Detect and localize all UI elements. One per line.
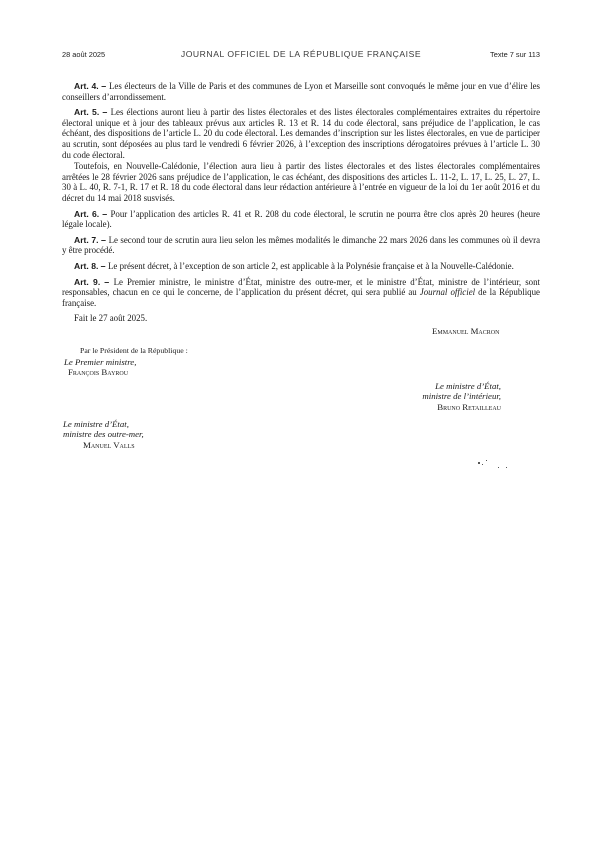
article-text: Toutefois, en Nouvelle-Calédonie, l’élection aura lieu à partir des listes électorales et des listes électorales complémentaires arrêtées le 28 février 2026 sans préjudice de l’application, le cas échéant, des dispositions des articles L. 11-2, L. 17, L. 25, L. 27, L. 30 à L. 40, R. 7-1, R. 17 et R. 18 du code électoral dans leur rédaction antérieure à l’entrée en vigueur de la loi du 1er août 2016 et du décret du 14 mai 2018 susvisés. — [62, 161, 540, 203]
article-9: Art. 9. – Le Premier ministre, le ministre d’État, ministre des outre-mer, et le ministre d’État, ministre de l’intérieur, sont responsables, chacun en ce qui le concerne, de l’application du présent décret, qui sera publié au Journal officiel de la République française. — [62, 276, 541, 308]
interior-title-2: ministre de l’intérieur, — [422, 391, 501, 402]
article-8: Art. 8. – Le présent décret, à l’exception de son article 2, est applicable à la Polynésie française et à la Nouvelle-Calédonie. — [74, 260, 514, 271]
article-text: Le présent décret, à l’exception de son article 2, est applicable à la Polynésie française et à la Nouvelle-Calédonie. — [107, 260, 514, 271]
done-at-line: Fait le 27 août 2025. — [74, 313, 148, 324]
overseas-minister-signature — [63, 419, 163, 450]
pm-name: François Bayrou — [68, 367, 129, 378]
article-text: Les élections auront lieu à partir des listes électorales et des listes électorales complémentaires extraites du répertoire électoral unique et à jour des tableaux prévus aux articles R. 13 et R. 14 du code électoral, sans préjudice de l’application, le cas échéant, des dispositions de l’article L. 20 du code électoral. Les demandes d’inscription sur les listes électorales, en vue de participer au scrutin, sont déposées au plus tard le vendredi 6 février 2026, à l’exception des inscriptions dérogatoires prévues à l’article L. 30 du code électoral. — [62, 107, 541, 160]
article-label: Art. 6. — [74, 208, 100, 219]
journal-officiel-italic: Journal officiel — [419, 287, 476, 298]
interior-name: Bruno Retailleau — [437, 401, 501, 412]
article-text: Pour l’application des articles R. 41 et R. 208 du code électoral, le scrutin ne pourra être clos après 20 heures (heure légale locale). — [62, 208, 540, 230]
article-label: Art. 7. — [74, 234, 99, 245]
interior-title-1: Le ministre d’État, — [435, 381, 501, 391]
publication-date: 28 août 2025 — [62, 50, 106, 59]
overseas-title-1: Le ministre d’État, — [63, 419, 129, 429]
article-label: Art. 4. — [74, 81, 99, 91]
journal-title: JOURNAL OFFICIEL DE LA RÉPUBLIQUE FRANÇAISE — [180, 49, 422, 59]
page-reference: Texte 7 sur 113 — [490, 50, 540, 59]
prime-minister-signature — [64, 357, 136, 378]
interior-minister-signature — [405, 381, 501, 412]
article-5-paragraph-2 — [62, 161, 540, 203]
par-le-president: Par le Président de la République : — [80, 346, 188, 355]
article-6: Art. 6. – Pour l’application des articles R. 41 et R. 208 du code électoral, le scrutin ne pourra être clos après 20 heures (heure légale locale). — [62, 208, 540, 230]
article-text: Le Premier ministre, le ministre d’État, ministre des outre-mer, et le ministre d’État, ministre de l’intérieur, sont responsables, chacun en ce qui le concerne, de l’application du présent décret, qui sera publié au — [62, 276, 541, 298]
article-5: Art. 5. – Les élections auront lieu à partir des listes électorales et des listes électorales complémentaires extraites du répertoire électoral unique et à jour des tableaux prévus aux articles R. 13 et R. 14 du code électoral, sans préjudice de l’application, le cas échéant, des dispositions de l’article L. 20 du code électoral. Les demandes d’inscription sur les listes électorales, en vue de participer au scrutin, sont déposées au plus tard le vendredi 6 février 2026, à l’exception des inscriptions dérogatoires prévues à l’article L. 30 du code électoral. — [62, 107, 541, 160]
article-label: Art. 9. — [74, 276, 101, 287]
article-text: Les électeurs de la Ville de Paris et des communes de Lyon et Marseille sont convoqués le même jour en vue d’élire les conseillers d’arrondissement. — [62, 81, 540, 102]
pm-title: Le Premier ministre, — [64, 357, 137, 367]
article-label: Art. 5. — [74, 107, 100, 118]
article-4: Art. 4. – Les électeurs de la Ville de Paris et des communes de Lyon et Marseille sont convoqués le même jour en vue d’élire les conseillers d’arrondissement. — [62, 81, 540, 102]
president-signature: Emmanuel Macron — [432, 326, 500, 336]
overseas-title-2: ministre des outre-mer, — [63, 429, 144, 440]
overseas-name: Manuel Valls — [83, 439, 135, 450]
scan-specks — [476, 458, 516, 472]
article-7: Art. 7. – Le second tour de scrutin aura lieu selon les mêmes modalités le dimanche 22 mars 2026 dans les communes où il devra y être procédé. — [62, 234, 541, 256]
article-text-end: de la République française. — [62, 287, 540, 308]
article-text: Le second tour de scrutin aura lieu selon les mêmes modalités le dimanche 22 mars 2026 dans les communes où il devra y être procédé. — [62, 234, 541, 256]
decree-body — [62, 81, 540, 324]
article-label: Art. 8. — [74, 260, 99, 271]
